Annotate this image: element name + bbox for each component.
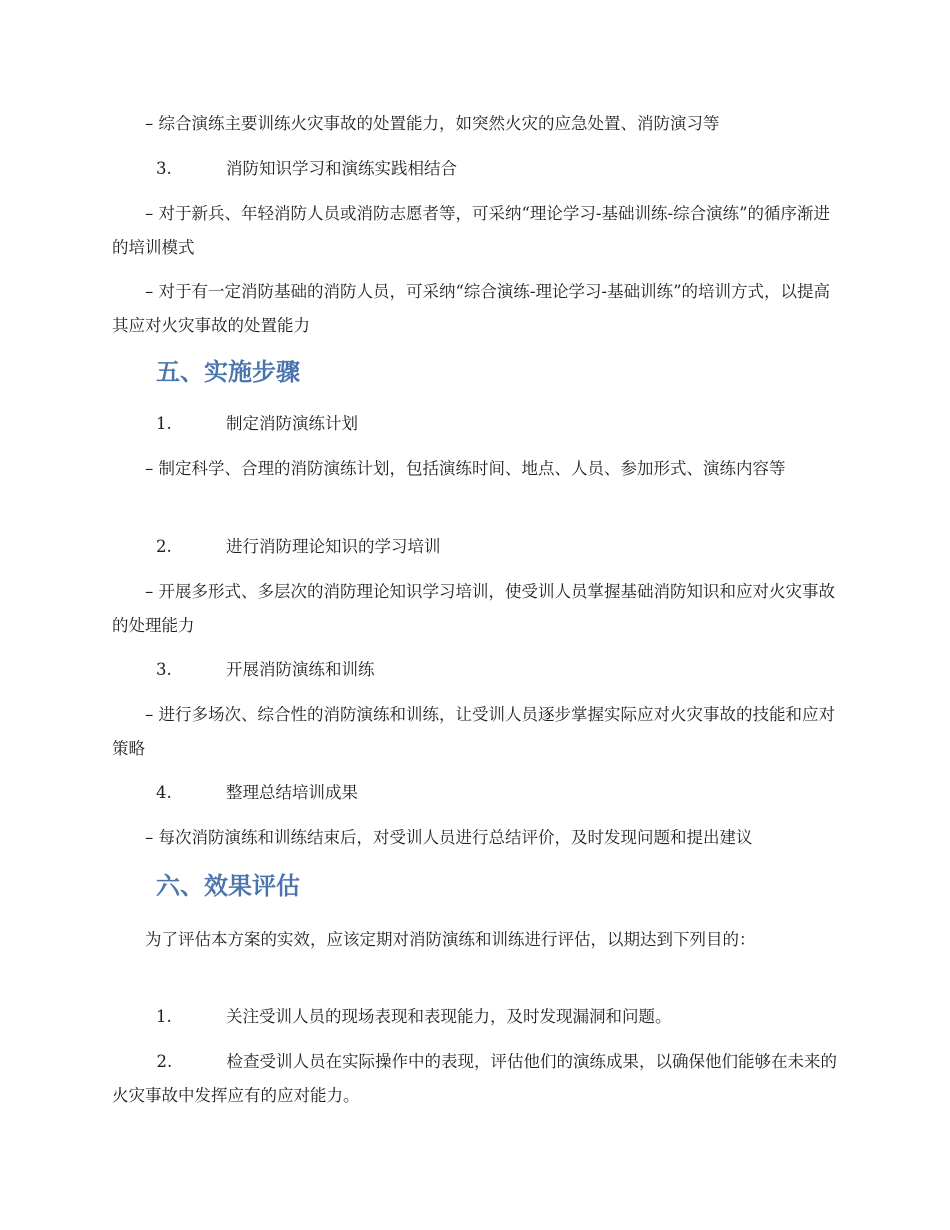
list-number: 2. [156,1052,173,1071]
section-heading: 六、效果评估 [156,872,300,900]
list-item [112,653,886,687]
list-text: 检查受训人员在实际操作中的表现，评估他们的演练成果，以确保他们能够在未来的火灾事故中发挥应有的应对能力。 [112,1052,838,1105]
paragraph: 为了评估本方案的实效，应该定期对消防演练和训练进行评估，以期达到下列目的： [145,930,756,949]
list-number: 1. [156,414,172,433]
paragraph: – 开展多形式、多层次的消防理论知识学习培训，使受训人员掌握基础消防知识和应对火灾事故的处理能力 [112,582,835,635]
paragraph: – 综合演练主要训练火灾事故的处置能力，如突然火灾的应急处置、消防演习等 [145,114,720,133]
section-heading: 五、实施步骤 [156,358,300,386]
list-item [112,1000,886,1034]
list-text: 制定消防演练计划 [226,414,358,433]
list-text: 消防知识学习和演练实践相结合 [226,159,457,178]
paragraph: – 制定科学、合理的消防演练计划，包括演练时间、地点、人员、参加形式、演练内容等 [145,459,786,478]
paragraph: – 对于新兵、年轻消防人员或消防志愿者等，可采纳“理论学习-基础训练-综合演练”的循序渐进的培训模式 [112,204,831,257]
list-text: 整理总结培训成果 [226,783,358,802]
list-item [112,152,886,186]
list-number: 3. [156,660,172,679]
paragraph: – 对于有一定消防基础的消防人员，可采纳“综合演练-理论学习-基础训练”的培训方式，以提高其应对火灾事故的处置能力 [112,282,831,335]
list-number: 2. [156,537,172,556]
list-text: 进行消防理论知识的学习培训 [226,537,441,556]
paragraph: – 进行多场次、综合性的消防演练和训练，让受训人员逐步掌握实际应对火灾事故的技能和应对策略 [112,705,835,758]
list-item [112,530,886,564]
list-item [112,1045,842,1113]
list-item [112,776,886,810]
list-item [112,407,886,441]
list-number: 3. [156,159,172,178]
list-number: 1. [156,1007,172,1026]
list-number: 4. [156,783,172,802]
paragraph: – 每次消防演练和训练结束后，对受训人员进行总结评价，及时发现问题和提出建议 [145,828,753,847]
list-text: 关注受训人员的现场表现和表现能力，及时发现漏洞和问题。 [226,1007,672,1026]
list-text: 开展消防演练和训练 [226,660,375,679]
